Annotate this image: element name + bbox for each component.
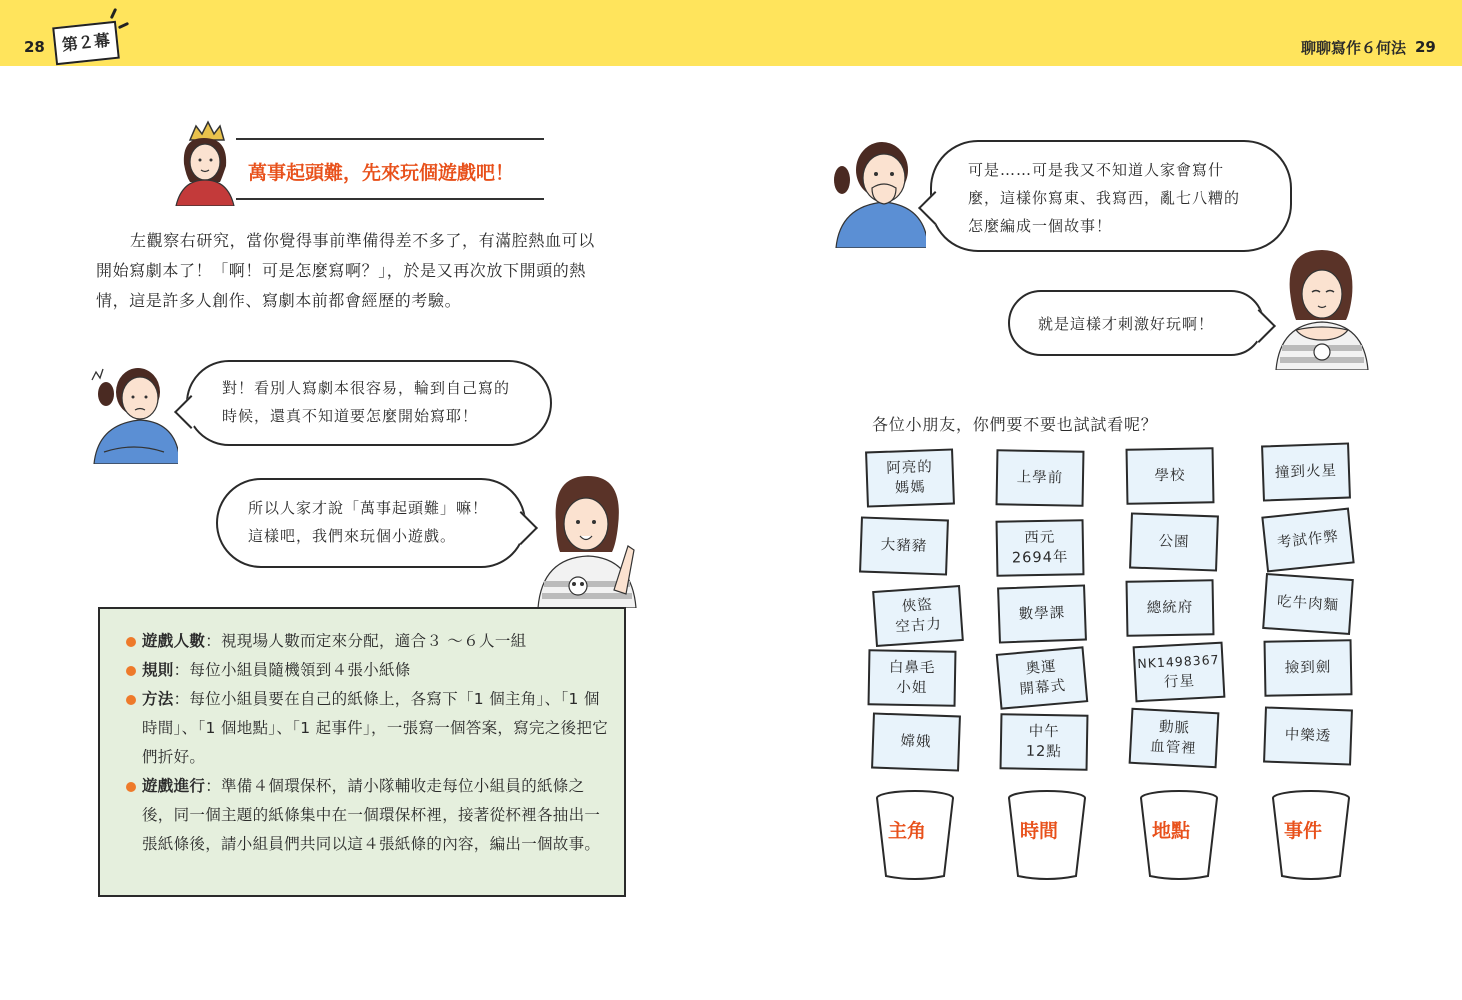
card-line: 血管裡 [1149,738,1198,758]
bubble-line: 就是這樣才刺激好玩啊！ [1038,315,1215,333]
activity-prompt: 各位小朋友，你們要不要也試試看呢？ [872,415,1158,434]
rule-label: 方法 [142,690,174,708]
card-line: 考試作弊 [1276,528,1340,552]
card-line: 空古力 [894,616,943,636]
paper-slip-card [865,448,955,507]
speech-bubble-teacher-2 [1008,290,1264,356]
card-line: 開幕式 [1019,677,1067,698]
paper-slip-card [1261,508,1354,573]
girl-avatar-worried [826,130,926,248]
paper-slip-card [1129,708,1220,769]
rule-rules [120,656,610,685]
paper-slip-card [1263,706,1353,765]
intro-line: 情，這是許多人創作、寫劇本前都會經歷的考驗。 [96,291,462,310]
paper-slip-card [868,649,957,707]
left-page-number: 28 [24,38,45,56]
card-line: 大豬豬 [880,537,928,555]
game-rules-box [98,607,626,897]
card-line: 中午 [1028,723,1060,741]
cup-label-protagonist: 主角 [887,820,926,842]
bubble-line: 時候，還真不知道要怎麼開始寫耶！ [222,407,479,425]
speech-bubble-girl-1 [186,360,552,446]
card-line: 撿到劍 [1284,659,1332,677]
rule-players [120,627,610,656]
rule-label: 遊戲人數 [142,632,206,650]
card-line: 奧運 [1024,658,1058,678]
rule-label: 遊戲進行 [142,777,206,795]
cup-label-time: 時間 [1019,820,1058,842]
intro-line: 開始寫劇本了！「啊！可是怎麼寫啊？」，於是又再次放下開頭的熱 [96,261,587,280]
speech-bubble-girl-2 [930,140,1292,252]
heading-rule-bottom [236,198,544,200]
card-line: 學校 [1154,467,1186,485]
card-line: 中樂透 [1284,727,1332,745]
card-line: 俠盜 [901,596,934,616]
paper-slip-card [996,519,1085,577]
card-line: 西元 [1024,529,1056,547]
card-line: 動脈 [1158,719,1191,737]
bubble-line: 這樣吧，我們來玩個小遊戲。 [248,527,457,545]
paper-slip-card [997,584,1087,643]
card-line: 上學前 [1016,469,1064,487]
rule-label: 規則 [142,661,174,679]
card-line: 小姐 [896,679,928,697]
card-line: 2694年 [1011,549,1069,567]
intro-line: 左觀察右研究，當你覺得事前準備得差不多了，有滿腔熱血可以 [130,231,595,250]
rule-text: ：每位小組員要在自己的紙條上，各寫下「1 個主角」、「1 個時間」、「1 個地點」、「1 起事件」，一張寫一個答案，寫完之後把它們折好。 [142,690,609,766]
rule-text: ：視現場人數而定來分配，適合３ ～６人一組 [205,632,527,650]
right-page-number: 29 [1415,38,1436,56]
paper-slip-card [1264,639,1353,697]
paper-slip-card [996,646,1089,709]
teacher-avatar-thinking [1272,246,1372,370]
rule-procedure [120,772,610,859]
speech-bubble-teacher-1 [216,478,526,568]
header-bar [0,0,1462,66]
card-line: 媽媽 [894,479,927,497]
bubble-line: 對！看別人寫劇本很容易，輪到自己寫的 [222,379,511,397]
paper-slip-card [1262,573,1354,635]
paper-slip-card [871,712,961,771]
card-line: 吃牛肉麵 [1276,593,1340,615]
card-line: 撞到火星 [1274,462,1338,482]
cup-label-event: 事件 [1283,820,1322,842]
cup-label-place: 地點 [1151,820,1190,842]
card-line: 總統府 [1146,599,1194,617]
paper-slip-card [1126,447,1215,505]
paper-slip-card [996,449,1085,507]
rule-method [120,685,610,772]
card-line: 嫦娥 [900,733,932,751]
paper-slip-card [1133,642,1226,703]
running-title: 聊聊寫作６何法 [1300,39,1406,57]
paper-slip-card [859,516,949,575]
bubble-tail [174,395,208,429]
bubble-line: 所以人家才說「萬事起頭難」嘛！ [248,499,489,517]
paper-slip-card [1129,512,1219,571]
bubble-line: 怎麼編成一個故事！ [968,217,1113,235]
card-line: 行星 [1163,673,1196,691]
card-line: 白鼻毛 [888,659,936,677]
bubble-line: 可是……可是我又不知道人家會寫什 [968,161,1225,179]
bubble-line: 麼，這樣你寫東、我寫西，亂七八糟的 [968,189,1241,207]
heading-rule-top [236,138,544,140]
paper-slip-card [1000,713,1089,771]
princess-avatar [168,118,242,206]
card-line: 數學課 [1018,605,1066,623]
card-line: NK1498367 [1137,651,1220,672]
chapter-tag: 第２幕 [52,21,120,65]
teacher-avatar [530,472,642,608]
paper-slip-card [1126,579,1215,637]
girl-avatar [88,352,178,464]
paper-slip-card [872,585,964,647]
intro-paragraph [96,226,636,316]
card-line: 12點 [1025,743,1062,761]
rule-text: ：每位小組員隨機領到４張小紙條 [173,661,411,679]
paper-slip-card [1261,442,1351,501]
section-heading: 萬事起頭難，先來玩個遊戲吧！ [248,162,515,184]
card-line: 公園 [1158,533,1190,551]
card-line: 阿亮的 [886,459,934,477]
rule-text: ：準備４個環保杯，請小隊輔收走每位小組員的紙條之後，同一個主題的紙條集中在一個環保杯裡，接著從杯裡各抽出一張紙條後，請小組員們共同以這４張紙條的內容，編出一個故事。 [142,777,601,853]
